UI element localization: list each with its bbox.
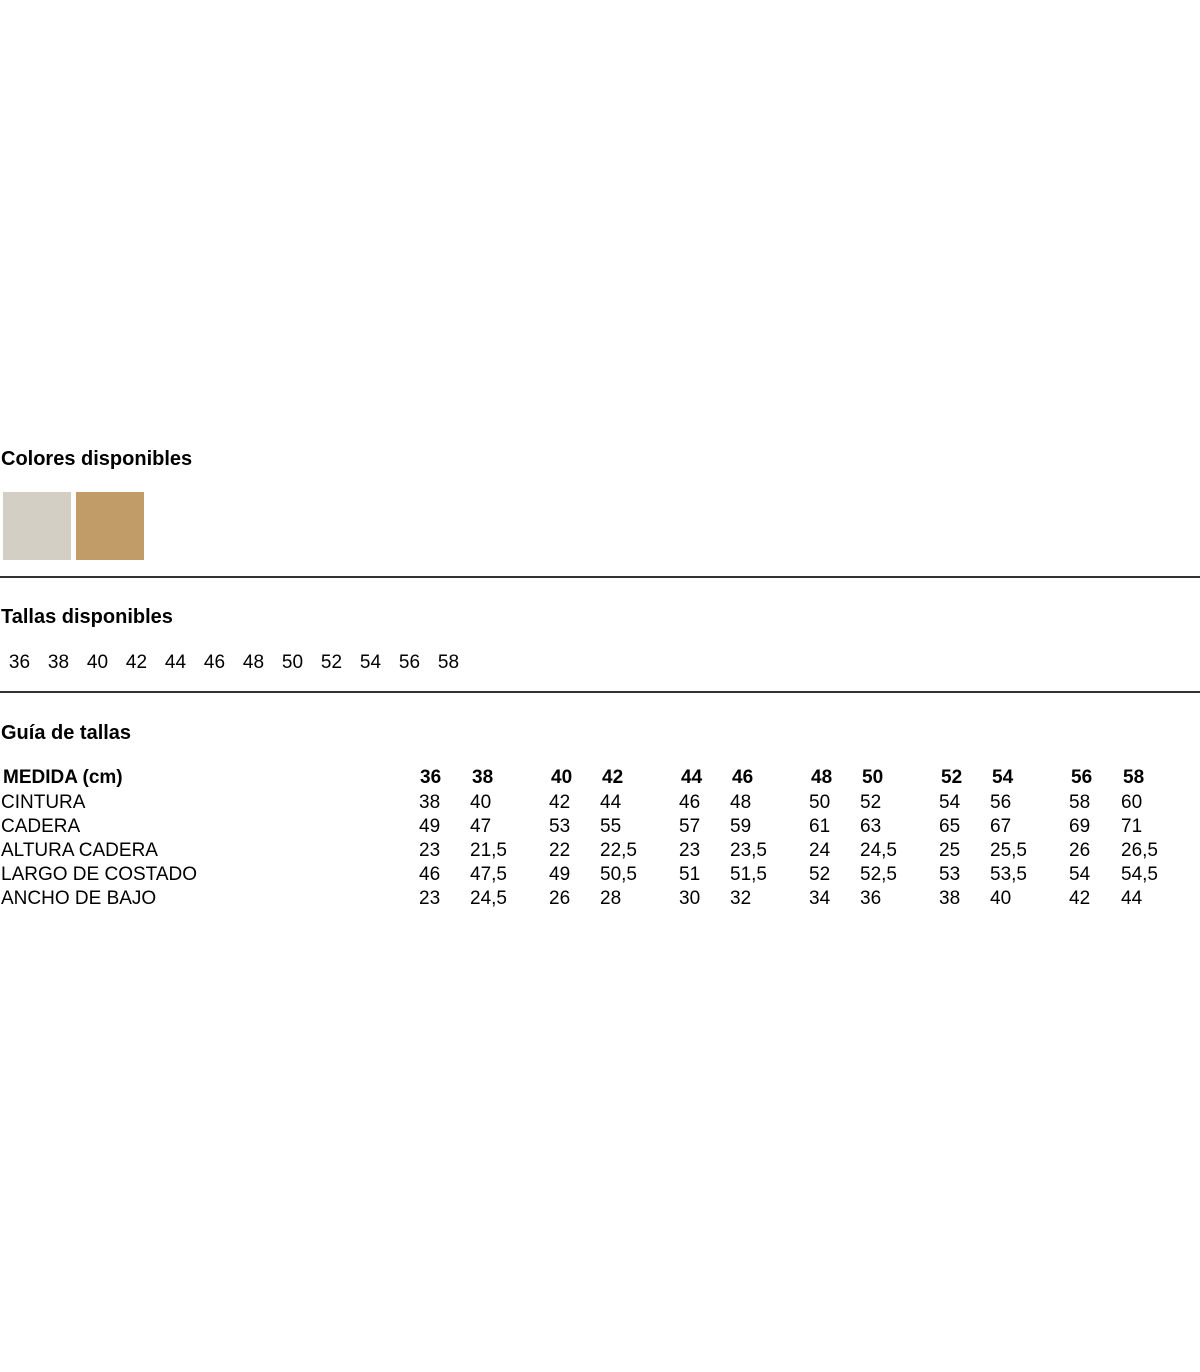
table-cell: 50,5 (600, 864, 637, 885)
table-cell: 30 (679, 888, 701, 909)
row-label: ANCHO DE BAJO (1, 888, 157, 909)
row-label: ALTURA CADERA (1, 840, 158, 861)
table-cell: 51,5 (730, 864, 767, 885)
table-cell: 40 (470, 792, 492, 813)
table-cell: 56 (990, 792, 1012, 813)
table-cell: 53 (939, 864, 961, 885)
table-cell: 26 (549, 888, 571, 909)
table-cell: 38 (419, 792, 441, 813)
size-guide-header-row (0, 766, 1200, 790)
table-cell: 61 (809, 816, 831, 837)
size-option[interactable]: 58 (437, 652, 460, 673)
table-cell: 25,5 (990, 840, 1027, 861)
column-header-size: 54 (992, 767, 1014, 788)
colors-heading: Colores disponibles (1, 448, 193, 470)
row-label: LARGO DE COSTADO (1, 864, 198, 885)
table-cell: 23,5 (730, 840, 767, 861)
table-cell: 67 (990, 816, 1012, 837)
column-header-measure: MEDIDA (cm) (3, 767, 123, 788)
column-header-size: 52 (941, 767, 963, 788)
table-cell: 58 (1069, 792, 1091, 813)
table-row (0, 791, 1200, 815)
table-cell: 42 (549, 792, 571, 813)
table-cell: 54 (1069, 864, 1091, 885)
size-option[interactable]: 38 (47, 652, 70, 673)
column-header-size: 56 (1071, 767, 1093, 788)
table-cell: 63 (860, 816, 882, 837)
table-cell: 23 (419, 840, 441, 861)
table-cell: 54,5 (1121, 864, 1158, 885)
column-header-size: 42 (602, 767, 624, 788)
table-cell: 65 (939, 816, 961, 837)
table-cell: 49 (549, 864, 571, 885)
table-cell: 60 (1121, 792, 1143, 813)
table-cell: 23 (679, 840, 701, 861)
table-cell: 26 (1069, 840, 1091, 861)
table-cell: 26,5 (1121, 840, 1158, 861)
table-cell: 57 (679, 816, 701, 837)
table-cell: 52 (860, 792, 882, 813)
table-cell: 36 (860, 888, 882, 909)
table-cell: 24 (809, 840, 831, 861)
table-cell: 22 (549, 840, 571, 861)
section-divider (0, 576, 1200, 578)
table-cell: 48 (730, 792, 752, 813)
size-option[interactable]: 42 (125, 652, 148, 673)
table-row (0, 815, 1200, 839)
table-cell: 53,5 (990, 864, 1027, 885)
size-option[interactable]: 48 (242, 652, 265, 673)
table-cell: 23 (419, 888, 441, 909)
table-cell: 59 (730, 816, 752, 837)
color-swatch-camel[interactable] (76, 492, 144, 560)
column-header-size: 46 (732, 767, 754, 788)
size-option[interactable]: 56 (398, 652, 421, 673)
table-cell: 69 (1069, 816, 1091, 837)
table-cell: 44 (600, 792, 622, 813)
table-cell: 52 (809, 864, 831, 885)
table-cell: 34 (809, 888, 831, 909)
column-header-size: 40 (551, 767, 573, 788)
column-header-size: 44 (681, 767, 703, 788)
column-header-size: 38 (472, 767, 494, 788)
color-swatch-beige[interactable] (3, 492, 71, 560)
row-label: CADERA (1, 816, 81, 837)
size-option[interactable]: 46 (203, 652, 226, 673)
row-label: CINTURA (1, 792, 86, 813)
size-option[interactable]: 44 (164, 652, 187, 673)
table-cell: 54 (939, 792, 961, 813)
sizes-heading: Tallas disponibles (1, 606, 173, 628)
table-cell: 50 (809, 792, 831, 813)
size-option[interactable]: 54 (359, 652, 382, 673)
table-cell: 71 (1121, 816, 1143, 837)
table-row (0, 863, 1200, 887)
table-cell: 42 (1069, 888, 1091, 909)
column-header-size: 48 (811, 767, 833, 788)
table-cell: 49 (419, 816, 441, 837)
table-cell: 24,5 (860, 840, 897, 861)
table-cell: 22,5 (600, 840, 637, 861)
table-cell: 51 (679, 864, 701, 885)
table-cell: 32 (730, 888, 752, 909)
size-option[interactable]: 40 (86, 652, 109, 673)
table-cell: 52,5 (860, 864, 897, 885)
column-header-size: 50 (862, 767, 884, 788)
table-cell: 25 (939, 840, 961, 861)
table-cell: 21,5 (470, 840, 507, 861)
table-cell: 40 (990, 888, 1012, 909)
table-cell: 46 (679, 792, 701, 813)
table-cell: 47 (470, 816, 492, 837)
column-header-size: 58 (1123, 767, 1145, 788)
table-cell: 44 (1121, 888, 1143, 909)
column-header-size: 36 (420, 767, 442, 788)
table-cell: 53 (549, 816, 571, 837)
table-cell: 28 (600, 888, 622, 909)
size-option[interactable]: 36 (8, 652, 31, 673)
table-cell: 38 (939, 888, 961, 909)
size-option[interactable]: 50 (281, 652, 304, 673)
table-cell: 47,5 (470, 864, 507, 885)
section-divider (0, 691, 1200, 693)
table-cell: 55 (600, 816, 622, 837)
table-cell: 46 (419, 864, 441, 885)
table-row (0, 839, 1200, 863)
table-cell: 24,5 (470, 888, 507, 909)
size-option[interactable]: 52 (320, 652, 343, 673)
size-guide-heading: Guía de tallas (1, 722, 132, 744)
table-row (0, 887, 1200, 911)
